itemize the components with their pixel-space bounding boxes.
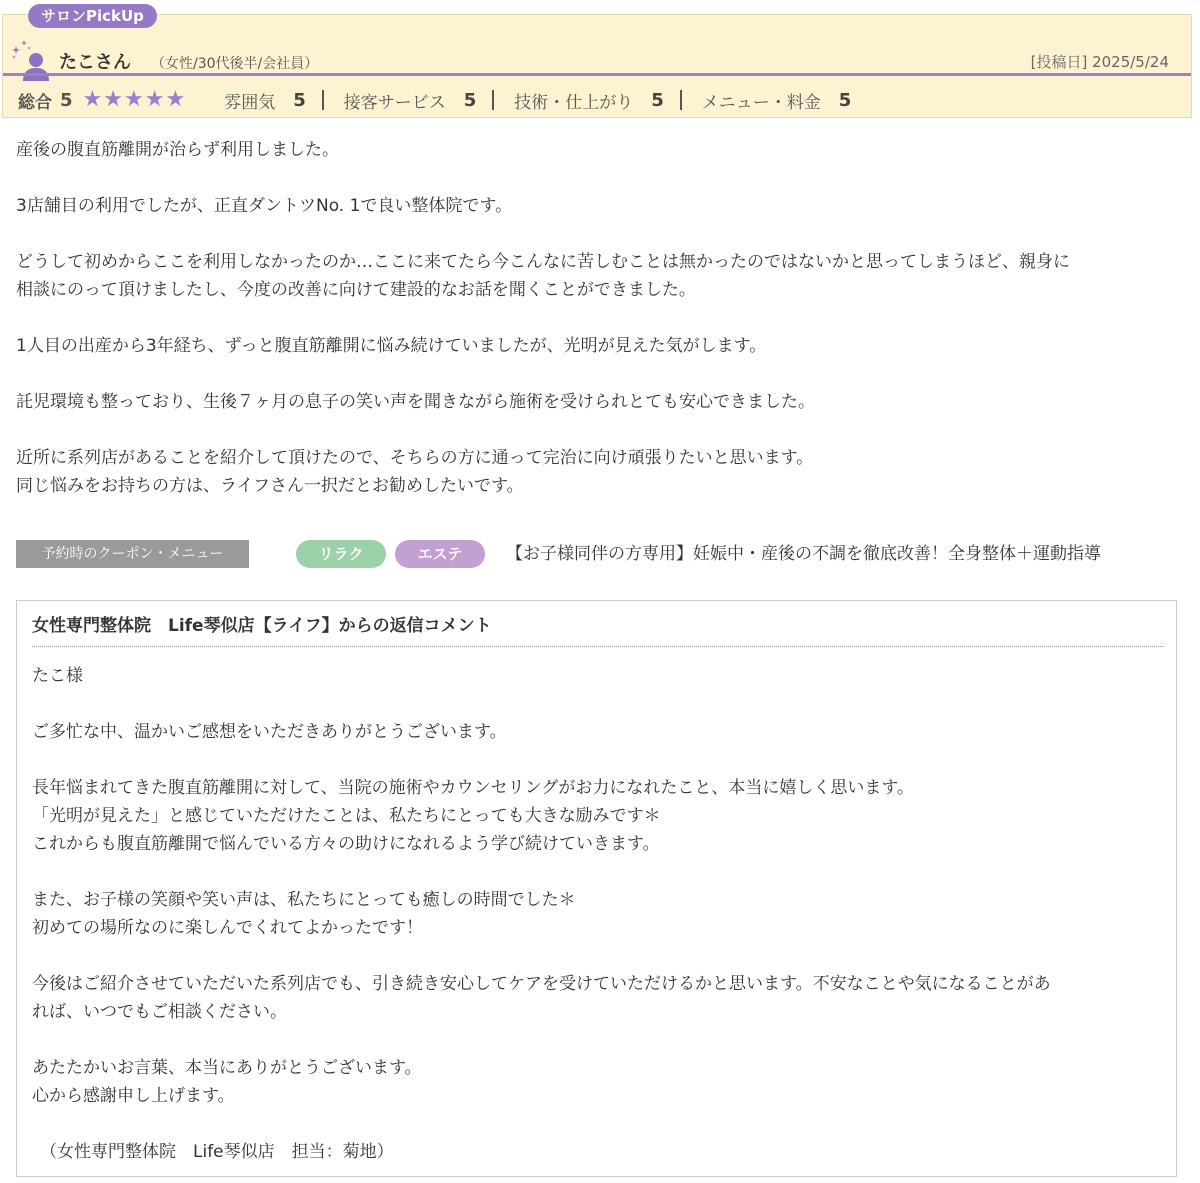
post-date: [投稿日] 2025/5/24 bbox=[1030, 53, 1169, 71]
reply-title: 女性専門整体院 Life琴似店【ライフ】からの返信コメント bbox=[32, 616, 492, 636]
rating-label: 雰囲気 bbox=[224, 92, 276, 113]
star-icon: ★ bbox=[165, 87, 186, 112]
reply-signature: （女性専門整体院 Life琴似店 担当：菊地） bbox=[40, 1142, 394, 1162]
salon-pickup-badge: サロンPickUp bbox=[28, 4, 157, 28]
rating-divider bbox=[322, 90, 324, 110]
reply-line: 今後はご紹介させていただいた系列店でも、引き続き安心してケアを受けていただけるかと思います。不安なことや気になることがあ bbox=[32, 974, 1051, 994]
review-paragraph bbox=[16, 444, 1182, 500]
review-paragraph bbox=[16, 388, 1182, 416]
rating-bar bbox=[18, 86, 851, 114]
star-rating bbox=[83, 89, 187, 111]
review-line: 相談にのって頂けましたし、今度の改善に向けて建設的なお話を聞くことができました。 bbox=[16, 280, 696, 300]
reply-line: また、お子様の笑顔や笑い声は、私たちにとっても癒しの時間でした＊ bbox=[32, 890, 576, 910]
reply-line: 初めての場所なのに楽しんでくれてよかったです！ bbox=[32, 918, 423, 938]
review-line: 近所に系列店があることを紹介して頂けたので、そちらの方に通って完治に向け頑張りたいと思います。 bbox=[16, 448, 814, 468]
review-line: 3店舗目の利用でしたが、正直ダントツNo. 1で良い整体院です。 bbox=[16, 196, 513, 216]
reply-line: たこ様 bbox=[32, 666, 83, 686]
tag-relax[interactable]: リラク bbox=[296, 540, 386, 568]
reply-line: 長年悩まれてきた腹直筋離開に対して、当院の施術やカウンセリングがお力になれたこと、本当に嬉しく思います。 bbox=[32, 778, 914, 798]
rating-score: 5 bbox=[463, 89, 477, 111]
salon-reply bbox=[16, 600, 1177, 1177]
review-paragraph bbox=[16, 136, 1182, 164]
reply-line: ご多忙な中、温かいご感想をいただきありがとうございます。 bbox=[32, 722, 507, 742]
reply-paragraph bbox=[32, 970, 1162, 1026]
reply-line: あたたかいお言葉、本当にありがとうございます。 bbox=[32, 1058, 422, 1078]
coupon-label: 予約時のクーポン・メニュー bbox=[16, 540, 249, 568]
review-line: 産後の腹直筋離開が治らず利用しました。 bbox=[16, 140, 339, 160]
rating-service bbox=[344, 88, 477, 113]
reply-line: 心から感謝申し上げます。 bbox=[32, 1086, 235, 1106]
review-line: 託児環境も整っており、生後７ヶ月の息子の笑い声を聞きながら施術を受けられとても安心できました。 bbox=[16, 392, 815, 412]
coupon-menu-link[interactable]: 【お子様同伴の方専用】妊娠中・産後の不調を徹底改善！全身整体＋運動指導 bbox=[506, 544, 1101, 564]
rating-divider bbox=[492, 90, 494, 110]
rating-label: 接客サービス bbox=[343, 92, 446, 113]
header-divider bbox=[3, 73, 1191, 76]
rating-menu-price bbox=[702, 88, 852, 113]
reply-paragraph bbox=[32, 718, 1162, 746]
rating-score: 5 bbox=[838, 89, 852, 111]
reply-paragraph bbox=[32, 1054, 1162, 1110]
star-icon: ★ bbox=[124, 87, 144, 112]
reply-paragraph bbox=[32, 662, 1162, 690]
rating-atmosphere bbox=[224, 88, 306, 113]
reply-paragraph bbox=[32, 774, 1162, 858]
reply-paragraph bbox=[32, 886, 1162, 942]
rating-label: メニュー・料金 bbox=[701, 92, 821, 113]
review-paragraph bbox=[16, 248, 1182, 304]
star-icon: ★ bbox=[82, 87, 103, 112]
star-icon: ★ bbox=[144, 87, 165, 112]
rating-divider bbox=[680, 90, 682, 110]
overall-score: 5 bbox=[60, 89, 73, 111]
rating-score: 5 bbox=[651, 89, 664, 111]
rating-score: 5 bbox=[293, 89, 306, 111]
review-paragraph bbox=[16, 192, 1182, 220]
review-paragraph bbox=[16, 332, 1182, 360]
reviewer-name: たこさん bbox=[59, 52, 131, 73]
user-avatar-icon bbox=[21, 51, 51, 81]
rating-label: 技術・仕上がり bbox=[514, 92, 634, 113]
reply-line: れば、いつでもご相談ください。 bbox=[32, 1002, 287, 1022]
review-line: 同じ悩みをお持ちの方は、ライフさん一択だとお勧めしたいです。 bbox=[16, 476, 524, 496]
tag-este[interactable]: エステ bbox=[395, 540, 485, 568]
star-icon: ★ bbox=[103, 87, 123, 112]
coupon-row bbox=[16, 540, 1186, 568]
rating-technique bbox=[514, 88, 664, 113]
review-text bbox=[16, 136, 1182, 528]
reviewer-profile: （女性/30代後半/会社員） bbox=[151, 56, 319, 72]
review-line: どうして初めからここを利用しなかったのか…ここに来てたら今こんなに苦しむことは無かったのではないかと思ってしまうほど、親身に bbox=[16, 252, 1070, 272]
reply-text bbox=[32, 662, 1162, 1166]
reply-line: 「光明が見えた」と感じていただけたことは、私たちにとっても大きな励みです＊ bbox=[32, 806, 661, 826]
reply-divider bbox=[32, 646, 1163, 647]
review-line: 1人目の出産から3年経ち、ずっと腹直筋離開に悩み続けていましたが、光明が見えた気がします。 bbox=[16, 336, 767, 356]
overall-label: 総合 bbox=[18, 92, 52, 113]
reply-line: これからも腹直筋離開で悩んでいる方々の助けになれるよう学び続けていきます。 bbox=[32, 834, 660, 854]
